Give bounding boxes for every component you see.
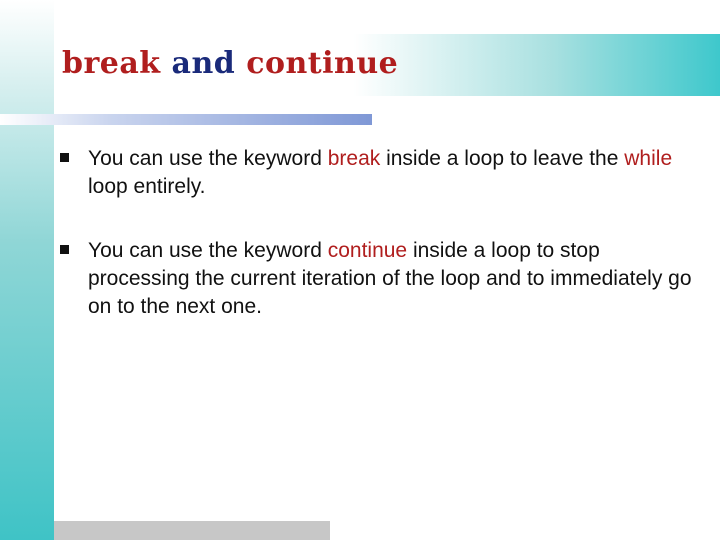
slide-title xyxy=(62,44,398,84)
square-bullet-icon xyxy=(60,245,69,254)
bullet-text: loop entirely. xyxy=(88,175,206,198)
bullet-list xyxy=(60,145,700,357)
bottom-gray-bar xyxy=(54,521,330,540)
bullet-text: You can use the keyword xyxy=(88,239,328,262)
bullet-text: You can use the keyword xyxy=(88,147,328,170)
keyword-break: break xyxy=(327,147,381,170)
square-bullet-icon xyxy=(60,153,69,162)
keyword-while: while xyxy=(624,147,673,170)
title-conjunction: and xyxy=(160,46,247,81)
title-underline-bar xyxy=(0,114,372,125)
bullet-text: inside a loop to leave the xyxy=(380,147,625,170)
title-keyword-break: break xyxy=(62,46,161,81)
bullet-item-break xyxy=(60,145,700,201)
bullet-item-continue xyxy=(60,237,700,321)
title-keyword-continue: continue xyxy=(246,46,399,81)
left-gradient-bar xyxy=(0,0,54,540)
keyword-continue: continue xyxy=(327,239,408,262)
bullet-text: inside a loop to stop processing the current iteration of the loop and to immediately go on to the next one. xyxy=(88,239,692,318)
